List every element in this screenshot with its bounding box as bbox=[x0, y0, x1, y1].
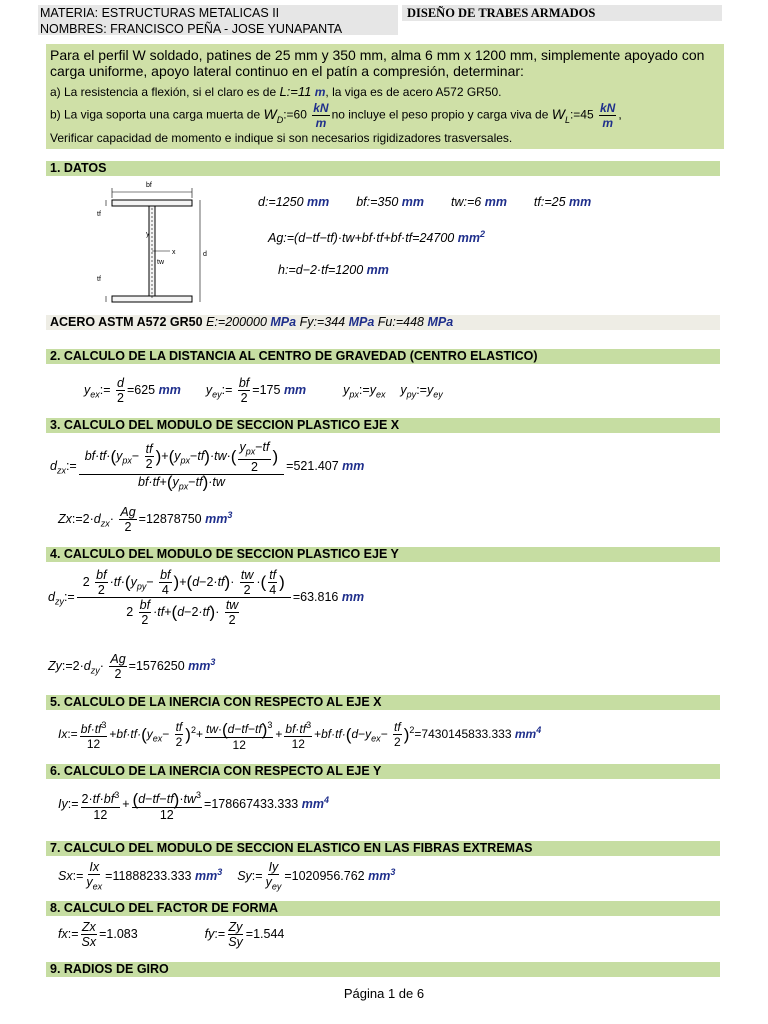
section-plastic-y-header: 4. CALCULO DEL MODULO DE SECCION PLASTICO EJE Y bbox=[46, 547, 720, 562]
Ix-equation: Ix:= $\frac{bf\cdot tf^3}{12}$ $+bf\cdot tf\cdot(y_{ex}-$ $\frac{tf}{2}$ )$^2$+ $\frac{tw\cdot(d-tf-tf)^3}{12}$ + $\frac{bf\cdot tf^3}{12}$ $+bf\cdot tf\cdot(d-y_{ex}-$ $\frac{tf}{2}$ )$^2$=7430145833.333 $mm^4$ bbox=[58, 719, 542, 752]
section-inertia-y-header: 6. CALCULO DE LA INERCIA CON RESPECTO AL EJE Y bbox=[46, 764, 720, 779]
problem-part-a: a) La resistencia a flexión, si el claro es de L:=11 m, la viga es de acero A572 GR50. bbox=[50, 84, 502, 99]
problem-verify: Verificar capacidad de momento e indique si son necesarios rigidizadores trasversales. bbox=[50, 131, 513, 145]
section-centroid-header: 2. CALCULO DE LA DISTANCIA AL CENTRO DE GRAVEDAD (CENTRO ELASTICO) bbox=[46, 349, 720, 364]
steel-grade: ACERO ASTM A572 GR50 bbox=[50, 315, 203, 329]
Zy-equation: $Zy:=2\cdot d_{zy}\cdot$ $\frac{Ag}{2}$ =1576250 $mm^3$ bbox=[48, 652, 216, 681]
section-datos-header: 1. DATOS bbox=[46, 161, 720, 176]
problem-statement bbox=[46, 44, 724, 149]
diagram-label-y: y bbox=[146, 231, 150, 238]
section-elastic-modulus-header: 7. CALCULO DEL MODULO DE SECCION ELASTICO EN LAS FIBRAS EXTREMAS bbox=[46, 841, 720, 856]
header-title-box bbox=[402, 5, 722, 21]
shape-factor-equations: fx:= $\frac{Zx}{Sx}$ =1.083 fy:= $\frac{Zy}{Sy}$ =1.544 bbox=[58, 920, 285, 949]
page-number: Página 1 de 6 bbox=[343, 986, 425, 1001]
diagram-label-tf-top: tf bbox=[97, 211, 101, 218]
diagram-label-tf-bottom: tf bbox=[97, 276, 101, 283]
diagram-label-tw: tw bbox=[157, 259, 164, 266]
section-plastic-x-header: 3. CALCULO DEL MODULO DE SECCION PLASTICO EJE X bbox=[46, 418, 720, 433]
Sx-Sy-equations: Sx:= $\frac{Ix}{y_{ex}}$ =11888233.333 $mm^3$ Sy:= $\frac{Iy}{y_{ey}}$ =1020956.762 $mm^3$ bbox=[58, 860, 396, 892]
section-inertia-x-header: 5. CALCULO DE LA INERCIA CON RESPECTO AL EJE X bbox=[46, 695, 720, 710]
datos-dimensions: d:=1250 mm bf:=350 mm tw:=6 mm tf:=25 mm bbox=[258, 195, 592, 209]
centroid-equations: $y_{ex}:=$ $\frac{d}{2}$ =625 mm $y_{ey}:=$ $\frac{bf}{2}$ =175 mm $y_{px}:=y_{ex}$ $y_{py}:=y_{ey}$ bbox=[84, 376, 443, 405]
datos-gross-area: Ag:=(d−tf−tf)·tw+bf·tf+bf·tf=24700 $mm^2$ bbox=[268, 229, 485, 246]
Zx-equation: $Zx:=2\cdot d_{zx}\cdot$ $\frac{Ag}{2}$ =12878750 $mm^3$ bbox=[58, 505, 233, 534]
diagram-label-d: d bbox=[203, 251, 207, 258]
Iy-equation: Iy:= $\frac{2\cdot tf\cdot bf^3}{12}$ + $\frac{(d-tf-tf)\cdot tw^3}{12}$ =178667433.333 $mm^4$ bbox=[58, 789, 329, 822]
i-beam-section-diagram bbox=[92, 178, 222, 310]
header-subject-box bbox=[38, 5, 398, 35]
datos-web-height: h:=d−2·tf=1200 mm bbox=[278, 263, 389, 277]
section-shape-factor-header: 8. CALCULO DEL FACTOR DE FORMA bbox=[46, 901, 720, 916]
problem-part-b: b) La viga soporta una carga muerta de $W_D:=60$ $\frac{kN}{m}$ no incluye el peso propio y carga viva de $W_L:=45$ $\frac{kN}{m}$ , bbox=[50, 101, 622, 130]
diagram-label-bf: bf bbox=[146, 182, 152, 189]
header-materia: MATERIA: ESTRUCTURAS METALICAS II bbox=[40, 6, 280, 20]
steel-properties-bar: ACERO ASTM A572 GR50 E:=200000 MPa Fy:=344 MPa Fu:=448 MPa bbox=[46, 315, 720, 330]
diagram-label-x: x bbox=[172, 249, 176, 256]
section-radii-header: 9. RADIOS DE GIRO bbox=[46, 962, 720, 977]
problem-intro: Para el perfil W soldado, patines de 25 mm y 350 mm, alma 6 mm x 1200 mm, simplemente apoyado con carga uniforme, apoyo lateral continuo en el patín a compresión, determinar: bbox=[50, 47, 705, 79]
dzx-equation: $d_{zx}:=$ $bf\cdot tf\cdot(y_{px}-$ $\frac{tf}{2}$ )$+(y_{px}-tf)\cdot tw\cdot$( $\frac{y_{px}-tf}{2}$ ) $bf\cdot tf+(y_{px}-tf)\cdot tw$ =521.407 mm bbox=[50, 440, 365, 492]
header-nombres: NOMBRES: FRANCISCO PEÑA - JOSE YUNAPANTA bbox=[40, 22, 343, 36]
document-title: DISEÑO DE TRABES ARMADOS bbox=[407, 6, 596, 20]
dzy-equation: $d_{zy}:=$ 2 $\frac{bf}{2}$ $\cdot tf\cdot(y_{py}-$ $\frac{bf}{4}$ )+(d−2·tf)· $\frac{tw}{2}$ ·( $\frac{tf}{4}$ ) 2 $\frac{bf}{2}$ ·tf+(d−2·tf)· $\frac{tw}{2}$ =63.816 mm bbox=[48, 568, 365, 627]
